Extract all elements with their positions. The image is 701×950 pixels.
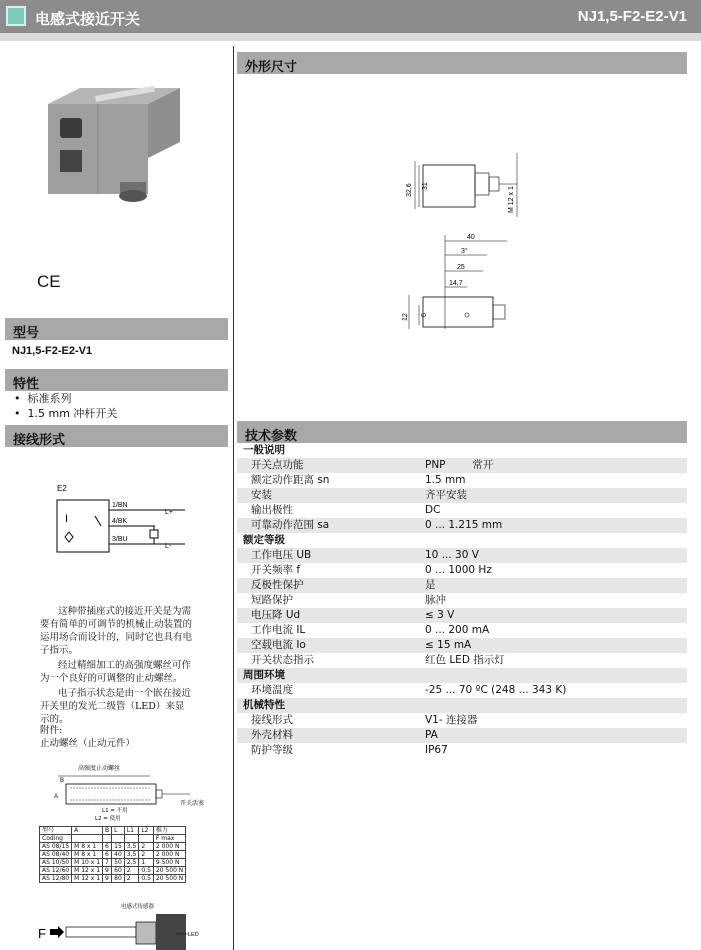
screw-dim-b: B	[60, 778, 65, 784]
spec-key: 一般说明	[243, 444, 285, 456]
table-row	[40, 859, 186, 867]
spec-value: 齐平安装	[425, 489, 467, 501]
table-header-cell: 推力	[153, 827, 185, 835]
spec-row	[237, 608, 687, 623]
table-subheader-cell: Coding	[40, 835, 72, 843]
spec-group-row	[237, 443, 687, 458]
spec-value: PNP 常开	[425, 459, 494, 471]
table-header-row	[40, 827, 186, 835]
spec-row	[237, 458, 687, 473]
spec-key: 电压降 Ud	[251, 609, 301, 621]
table-cell: 20 500 N	[153, 867, 185, 875]
screw-label-right: 开关活塞	[180, 800, 205, 807]
spec-value: 1.5 mm	[425, 474, 466, 486]
spec-value: 10 ... 30 V	[425, 549, 479, 561]
spec-row	[237, 548, 687, 563]
table-cell: M 8 x 1	[72, 851, 103, 859]
dimension-drawing	[395, 145, 530, 335]
spec-row	[237, 713, 687, 728]
spec-key: 外壳材料	[251, 729, 293, 741]
table-row	[40, 875, 186, 883]
spec-key: 安装	[251, 489, 272, 501]
table-subheader-cell: F max	[153, 835, 185, 843]
spec-group-row	[237, 533, 687, 548]
table-header-cell: L1	[124, 827, 139, 835]
spec-row	[237, 488, 687, 503]
spec-value: 是	[425, 579, 436, 591]
spec-row	[237, 743, 687, 758]
table-cell: 0,5	[139, 875, 154, 883]
table-row	[40, 867, 186, 875]
spec-key: 周围环境	[243, 669, 285, 681]
model-title: NJ1,5-F2-E2-V1	[577, 8, 687, 25]
table-cell: AS 12/60	[40, 867, 72, 875]
spec-value: IP67	[425, 744, 448, 756]
table-cell: 0,5	[139, 867, 154, 875]
appendix-item: 止动螺丝（止动元件）	[40, 738, 136, 749]
dim-25: 25	[457, 264, 465, 271]
spec-key: 额定动作距离 sn	[251, 474, 330, 486]
force-label: F	[38, 926, 46, 941]
spec-row	[237, 473, 687, 488]
page-title: 电感式接近开关	[35, 10, 141, 28]
dim-12: 12	[402, 313, 409, 321]
screw-l2: L2 = 使用	[95, 816, 121, 822]
bottom-drawing-label: 电感式传感器	[121, 904, 155, 910]
title-bar	[0, 0, 701, 33]
led-label: LED	[188, 932, 199, 938]
feature-item: • 标准系列	[14, 392, 72, 405]
spec-row	[237, 623, 687, 638]
spec-value: -25 ... 70 ºC (248 ... 343 K)	[425, 684, 567, 696]
table-header-cell: A	[72, 827, 103, 835]
section-type-header: 型号	[5, 318, 228, 340]
table-header-cell: B	[103, 827, 112, 835]
feature-item: • 1.5 mm 冲杆开关	[14, 407, 118, 420]
table-cell: M 10 x 1	[72, 859, 103, 867]
spec-value: 0 ... 1000 Hz	[425, 564, 492, 576]
spec-value: V1- 连接器	[425, 714, 478, 726]
table-cell: 15	[112, 843, 125, 851]
section-dimensions-header: 外形尺寸	[237, 52, 687, 74]
spec-table	[237, 443, 687, 758]
l-minus: L-	[165, 543, 172, 550]
header-subbar	[0, 33, 701, 41]
table-cell: 60	[112, 867, 125, 875]
spec-row	[237, 563, 687, 578]
dim-31: 31	[422, 182, 429, 190]
ce-mark: CE	[37, 272, 61, 291]
section-connection-header: 接线形式	[5, 425, 228, 447]
screw-dim-a: A	[54, 794, 59, 800]
table-cell: 7	[103, 859, 112, 867]
bottom-drawing	[36, 898, 226, 950]
table-cell: 40	[112, 851, 125, 859]
table-cell: AS 08/40	[40, 851, 72, 859]
dim-40: 40	[467, 234, 475, 241]
section-features-header: 特性	[5, 369, 228, 391]
spec-key: 短路保护	[251, 594, 293, 606]
table-cell: M 12 x 1	[72, 867, 103, 875]
spec-value: ≤ 15 mA	[425, 639, 472, 651]
spec-row	[237, 728, 687, 743]
spec-value: ≤ 3 V	[425, 609, 455, 621]
table-cell: 20 500 N	[153, 875, 185, 883]
spec-row	[237, 503, 687, 518]
table-cell: 2	[124, 867, 139, 875]
table-cell: 2 000 N	[153, 843, 185, 851]
table-cell: 2	[139, 843, 154, 851]
table-cell: 3,5	[124, 843, 139, 851]
screw-l1: L1 = 不用	[102, 808, 128, 814]
spec-key: 开关点功能	[251, 459, 304, 471]
table-subheader-row	[40, 835, 186, 843]
feature-text: 标准系列	[27, 392, 72, 405]
spec-key: 输出极性	[251, 504, 293, 516]
spec-row	[237, 638, 687, 653]
wiring-diagram	[55, 482, 195, 557]
spec-row	[237, 653, 687, 668]
table-cell: 2	[124, 875, 139, 883]
screw-table	[39, 826, 186, 883]
spec-key: 防护等级	[251, 744, 293, 756]
table-cell: 6	[103, 851, 112, 859]
table-row	[40, 843, 186, 851]
table-cell: 3,5	[124, 851, 139, 859]
wiring-code: E2	[57, 484, 67, 493]
spec-value: PA	[425, 729, 438, 741]
spec-key: 反极性保护	[251, 579, 304, 591]
table-cell: 2 000 N	[153, 851, 185, 859]
spec-key: 空载电流 Io	[251, 639, 306, 651]
table-cell: M 12 x 1	[72, 875, 103, 883]
section-tech-header: 技术参数	[237, 421, 687, 443]
table-cell: 2,5	[124, 859, 139, 867]
spec-key: 机械特性	[243, 699, 285, 711]
spec-key: 接线形式	[251, 714, 293, 726]
table-cell: 2	[139, 851, 154, 859]
table-cell: 6	[103, 843, 112, 851]
appendix-title: 附件:	[40, 725, 63, 736]
table-header-cell: L2	[139, 827, 154, 835]
spec-value: 0 ... 200 mA	[425, 624, 490, 636]
spec-row	[237, 578, 687, 593]
spec-key: 环境温度	[251, 684, 293, 696]
dim-14-7: 14,7	[449, 280, 463, 287]
spec-value: 脉冲	[425, 594, 446, 606]
table-cell: AS 10/50	[40, 859, 72, 867]
table-cell: 9 500 N	[153, 859, 185, 867]
dim-32-6: 32,6	[406, 183, 413, 197]
spec-key: 额定等级	[243, 534, 285, 546]
table-cell: 9	[103, 867, 112, 875]
product-photo	[40, 82, 190, 212]
table-row	[40, 851, 186, 859]
table-cell: AS 08/15	[40, 843, 72, 851]
spec-value: 0 ... 1.215 mm	[425, 519, 503, 531]
spec-row	[237, 518, 687, 533]
table-header-cell: L	[112, 827, 125, 835]
spec-key: 开关频率 f	[251, 564, 301, 576]
dim-6: 6	[421, 313, 428, 317]
column-divider	[233, 46, 234, 950]
table-cell: 80	[112, 875, 125, 883]
l-plus: L+	[165, 509, 173, 516]
dim-m12: M 12 x 1	[508, 186, 515, 213]
table-cell: 1	[139, 859, 154, 867]
description-paragraph: 这种带插座式的接近开关是为需要有简单的可调节的机械止动装置的运用场合而设计的，同时它也具有电子指示。	[40, 606, 193, 656]
pin-bn: 1/BN	[112, 502, 128, 509]
description	[40, 605, 193, 728]
title-square-icon	[6, 6, 26, 26]
dim-3-deg: 3°	[461, 248, 468, 255]
spec-group-row	[237, 668, 687, 683]
description-paragraph: 电子指示状态是由一个嵌在接近开关里的发光二级管（LED）来显示的。	[40, 688, 192, 725]
spec-row	[237, 593, 687, 608]
table-cell: 9	[103, 875, 112, 883]
type-value: NJ1,5-F2-E2-V1	[12, 345, 93, 357]
feature-text: 1.5 mm 冲杆开关	[27, 407, 118, 420]
spec-key: 开关状态指示	[251, 654, 314, 666]
table-cell: M 8 x 1	[72, 843, 103, 851]
spec-key: 工作电流 IL	[251, 624, 306, 636]
pin-bk: 4/BK	[112, 518, 128, 525]
pin-bu: 3/BU	[112, 536, 128, 543]
screw-label-top: 高强度止动螺丝	[78, 765, 121, 772]
wiring-symbol: I	[65, 513, 69, 525]
description-paragraph: 经过精细加工的高强度螺丝可作为一个良好的可调整的止动螺丝。	[40, 660, 192, 684]
screw-drawing	[50, 762, 225, 824]
table-cell: 50	[112, 859, 125, 867]
spec-value: 红色 LED 指示灯	[425, 654, 505, 666]
table-header-cell: 型号	[40, 827, 72, 835]
spec-row	[237, 683, 687, 698]
spec-key: 工作电压 UB	[251, 549, 312, 561]
spec-group-row	[237, 698, 687, 713]
spec-value: DC	[425, 504, 441, 516]
table-cell: AS 12/80	[40, 875, 72, 883]
spec-key: 可靠动作范围 sa	[251, 519, 330, 531]
